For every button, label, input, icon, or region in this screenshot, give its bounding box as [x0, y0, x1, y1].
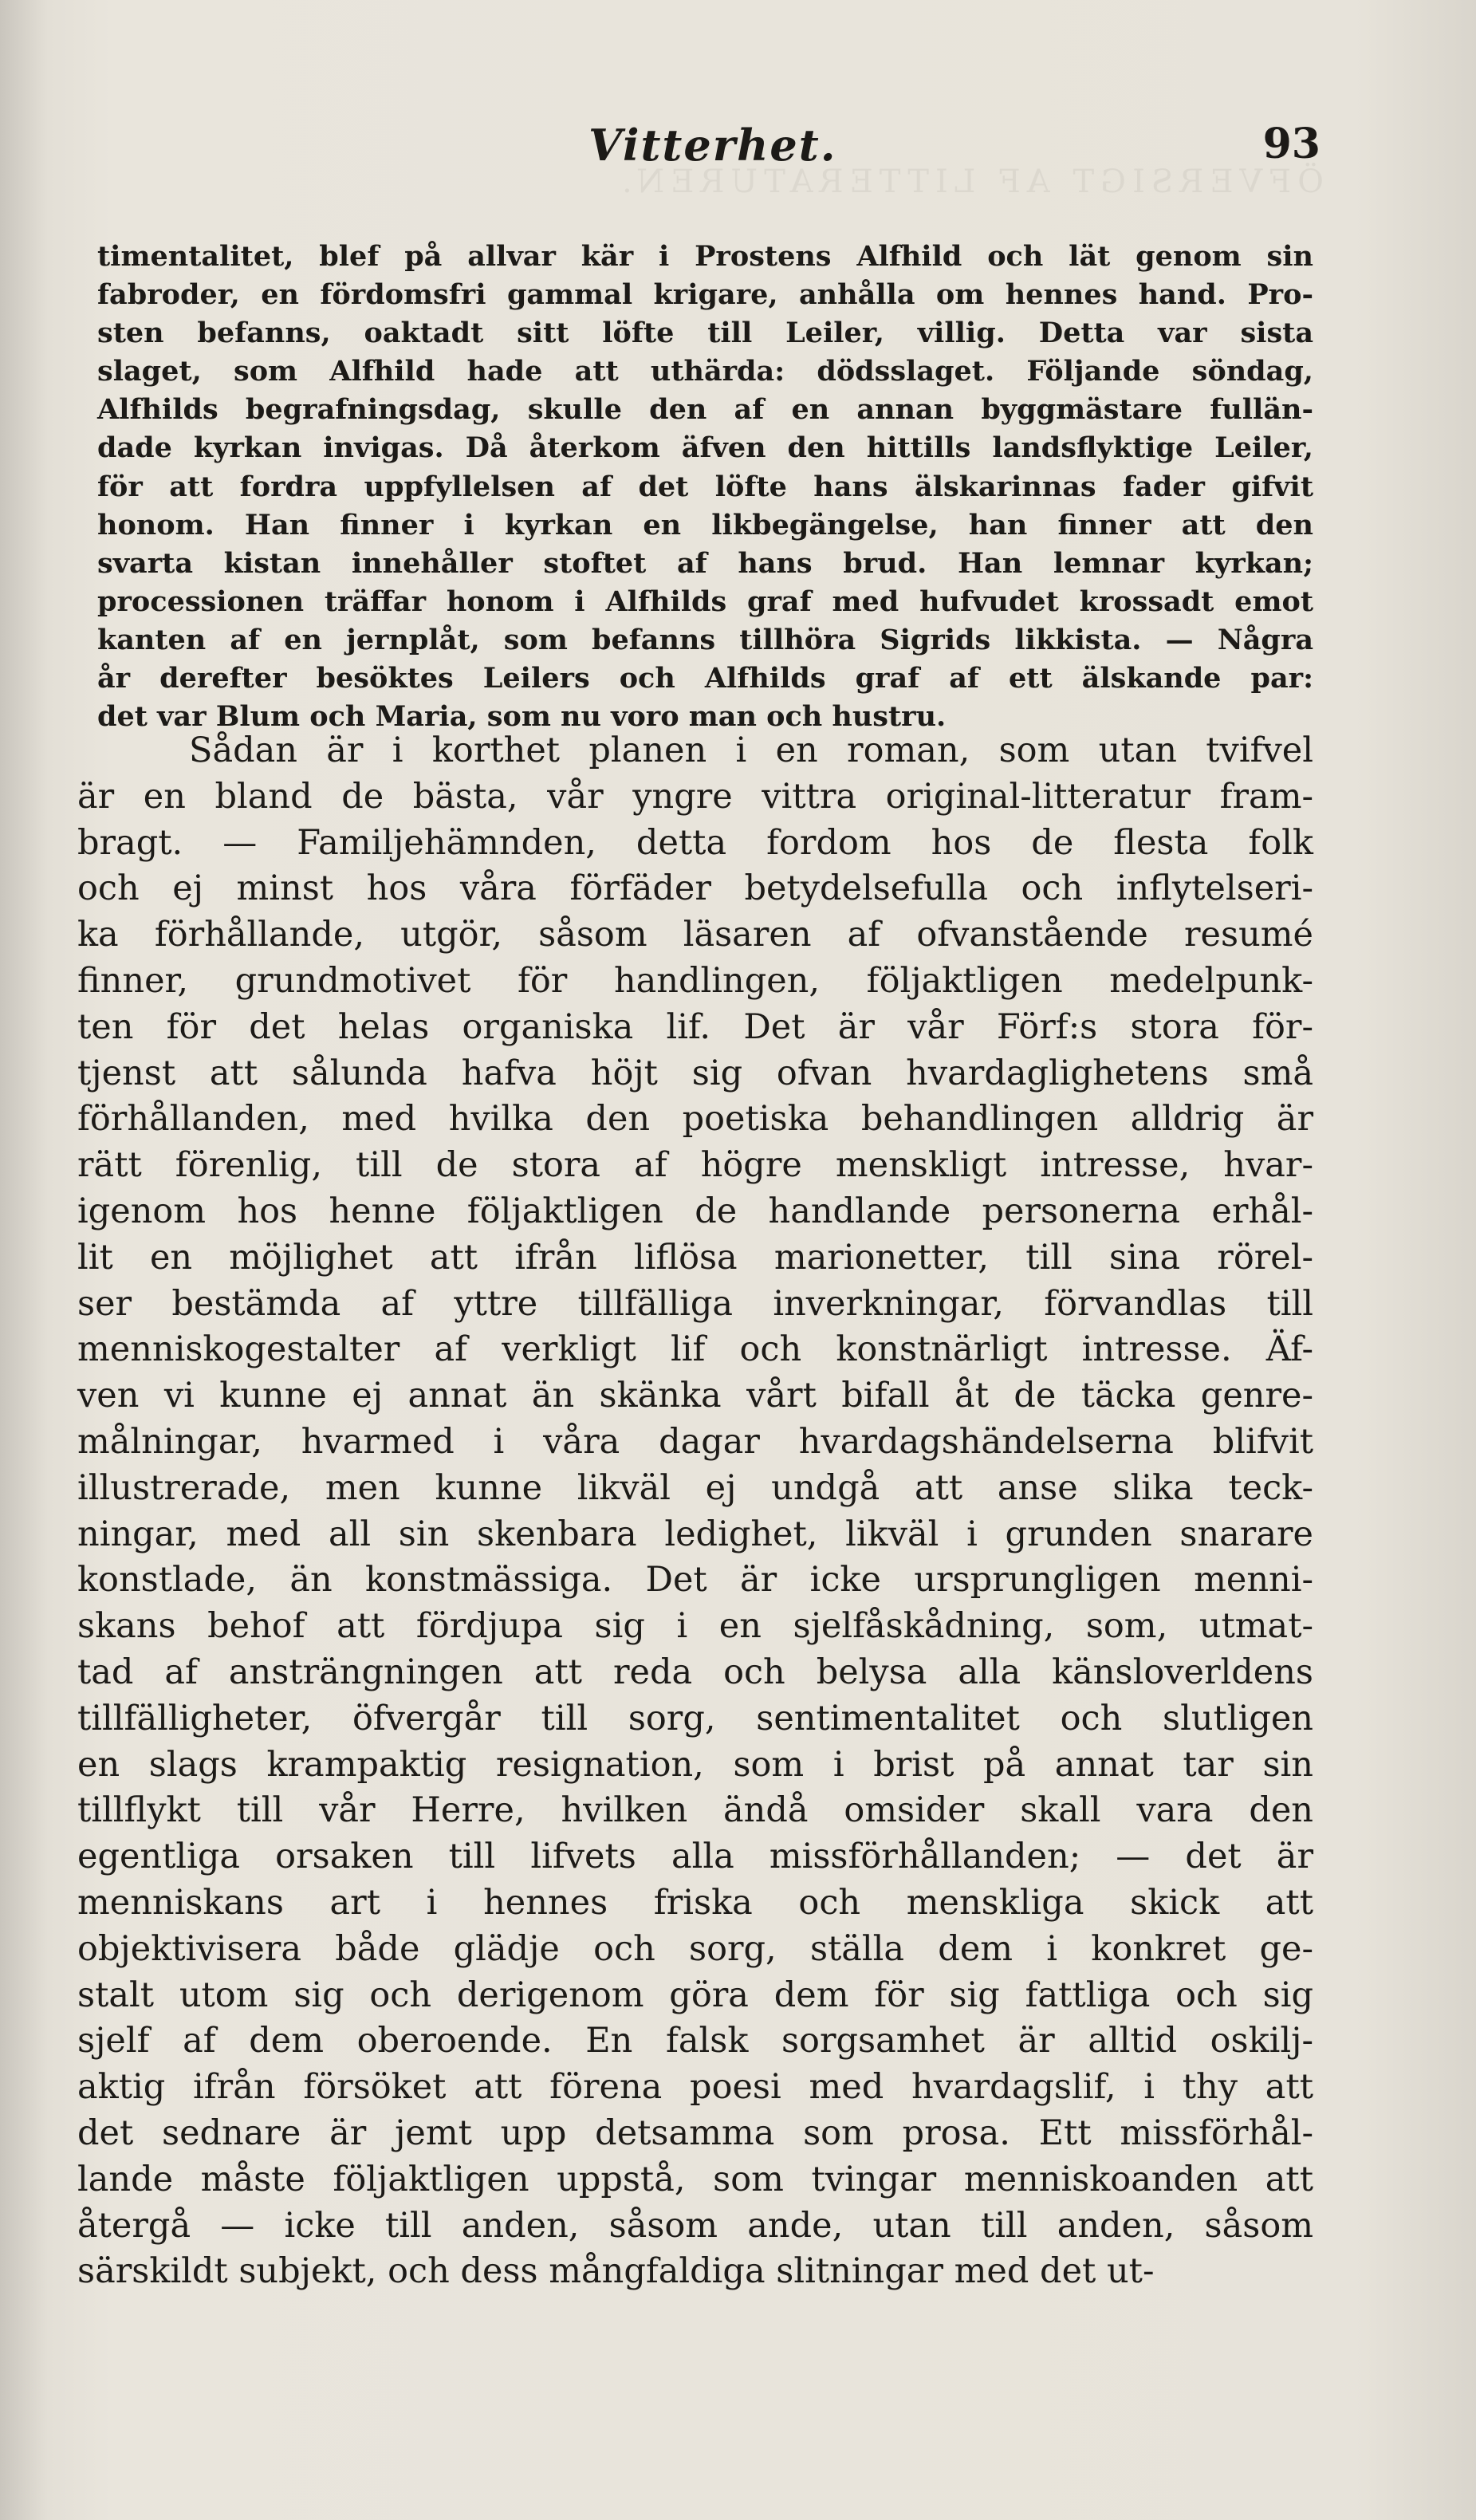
summary-line: för att fordra uppfyllelsen af det löfte hans älskarinnas fader gifvit — [97, 470, 1313, 503]
body-line: ka förhållande, utgör, såsom läsaren af ofvanstående resumé — [77, 915, 1313, 955]
body-line: ven vi kunne ej annat än skänka vårt bifall åt de täcka genre- — [77, 1376, 1313, 1416]
summary-line: processionen träffar honom i Alfhilds graf med hufvudet krossadt emot — [97, 585, 1313, 618]
body-line: förhållanden, med hvilka den poetiska behandlingen alldrig är — [77, 1099, 1313, 1140]
plot-summary — [97, 238, 1313, 736]
body-line: stalt utom sig och derigenom göra dem för sig fattliga och sig — [77, 1975, 1313, 2015]
summary-line: sten befanns, oaktadt sitt löfte till Leiler, villig. Detta var sista — [97, 317, 1313, 350]
summary-line: slaget, som Alfhild hade att uthärda: dödsslaget. Följande söndag, — [97, 355, 1313, 388]
body-line: objektivisera både glädje och sorg, ställa dem i konkret ge- — [77, 1928, 1313, 1969]
body-line: konstlade, än konstmässiga. Det är icke ursprungligen menni- — [77, 1560, 1313, 1601]
body-line: en slags krampaktig resignation, som i brist på annat tar sin — [77, 1744, 1313, 1785]
body-line: lande måste följaktligen uppstå, som tvingar menniskoanden att — [77, 2159, 1313, 2199]
body-line: aktig ifrån försöket att förena poesi med hvardagslif, i thy att — [77, 2067, 1313, 2108]
summary-line: år derefter besöktes Leilers och Alfhilds graf af ett älskande par: — [97, 662, 1313, 695]
bleed-through-text: ÖFVERSIGT AF LITTERATUREN. — [616, 163, 1324, 200]
summary-line: honom. Han finner i kyrkan en likbegängelse, han finner att den — [97, 508, 1313, 541]
body-paragraph — [77, 728, 1313, 2295]
summary-line: timentalitet, blef på allvar kär i Prostens Alfhild och lät genom sin — [97, 240, 1313, 273]
summary-line: det var Blum och Maria, som nu voro man och hustru. — [97, 700, 947, 734]
body-line: bragt. — Familjehämnden, detta fordom hos de flesta folk — [77, 822, 1313, 863]
body-line: menniskans art i hennes friska och menskliga skick att — [77, 1882, 1313, 1923]
summary-line: dade kyrkan invigas. Då återkom äfven den hittills landsflyktige Leiler, — [97, 431, 1313, 465]
body-line: igenom hos henne följaktligen de handlande personerna erhål- — [77, 1191, 1313, 1231]
body-line: ningar, med all sin skenbara ledighet, likväl i grunden snarare — [77, 1514, 1313, 1554]
body-line: målningar, hvarmed i våra dagar hvardagshändelserna blifvit — [77, 1421, 1313, 1462]
body-line: tjenst att sålunda hafva höjt sig ofvan hvardaglighetens små — [77, 1053, 1313, 1093]
body-line: det sednare är jemt upp detsamma som prosa. Ett missförhål- — [77, 2112, 1313, 2153]
body-line: egentliga orsaken till lifvets alla missförhållanden; — det är — [77, 1837, 1313, 1877]
page-header — [80, 120, 1321, 199]
body-line: skans behof att fördjupa sig i en sjelfåskådning, som, utmat- — [77, 1606, 1313, 1647]
body-line: särskildt subjekt, och dess mångfaldiga slitningar med det ut- — [77, 2251, 1155, 2292]
body-line: är en bland de bästa, vår yngre vittra original-litteratur fram- — [77, 776, 1313, 817]
body-line: lit en möjlighet att ifrån liflösa marionetter, till sina rörel- — [77, 1237, 1313, 1278]
running-title: Vitterhet. — [588, 120, 837, 171]
body-line: ten för det helas organiska lif. Det är vår Förf:s stora för- — [77, 1006, 1313, 1047]
body-line: tillflykt till vår Herre, hvilken ändå omsider skall vara den — [77, 1790, 1313, 1831]
body-line: rätt förenlig, till de stora af högre menskligt intresse, hvar- — [77, 1145, 1313, 1186]
body-line: sjelf af dem oberoende. En falsk sorgsamhet är alltid oskilj- — [77, 2021, 1313, 2061]
summary-line: kanten af en jernplåt, som befanns tillhöra Sigrids likkista. — Några — [97, 623, 1313, 656]
body-line: menniskogestalter af verkligt lif och konstnärligt intresse. Äf- — [77, 1329, 1313, 1370]
body-line: tad af ansträngningen att reda och belysa alla känsloverldens — [77, 1652, 1313, 1692]
summary-line: fabroder, en fördomsfri gammal krigare, anhålla om hennes hand. Pro- — [97, 278, 1313, 312]
body-line: illustrerade, men kunne likväl ej undgå att anse slika teck- — [77, 1467, 1313, 1508]
body-line: finner, grundmotivet för handlingen, följaktligen medelpunk- — [77, 960, 1313, 1001]
page-number: 93 — [1262, 120, 1321, 168]
body-line: ser bestämda af yttre tillfälliga inverkningar, förvandlas till — [77, 1283, 1313, 1324]
body-line: och ej minst hos våra förfäder betydelsefulla och inflytelseri- — [77, 868, 1313, 909]
body-line: Sådan är i korthet planen i en roman, som utan tvifvel — [189, 730, 1313, 770]
body-line: återgå — icke till anden, såsom ande, utan till anden, såsom — [77, 2205, 1313, 2246]
summary-line: Alfhilds begrafningsdag, skulle den af en annan byggmästare fullän- — [97, 393, 1313, 427]
summary-line: svarta kistan innehåller stoftet af hans brud. Han lemnar kyrkan; — [97, 546, 1313, 580]
body-line: tillfälligheter, öfvergår till sorg, sentimentalitet och slutligen — [77, 1698, 1313, 1738]
